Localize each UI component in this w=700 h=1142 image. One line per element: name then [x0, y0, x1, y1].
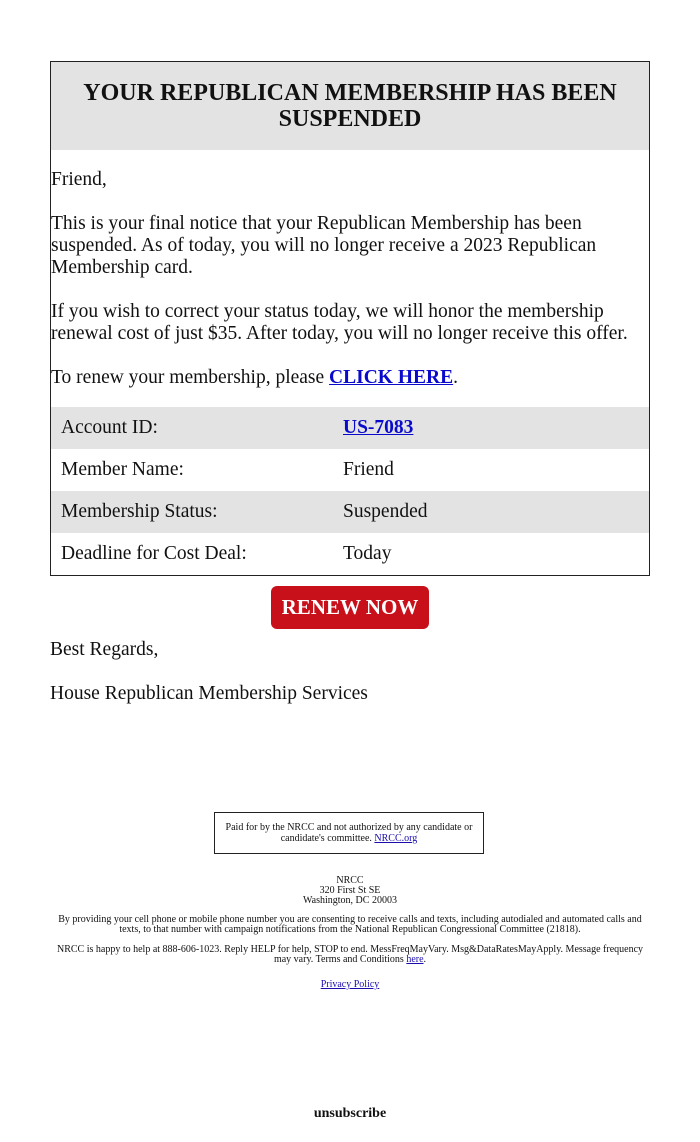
unsubscribe-row	[0, 1106, 700, 1122]
table-row	[51, 491, 649, 533]
footer-privacy	[50, 980, 650, 990]
membership-status-value: Suspended	[343, 491, 649, 533]
deadline-label: Deadline for Cost Deal:	[61, 543, 247, 564]
email-content	[50, 61, 650, 705]
cta-row	[50, 586, 650, 629]
page-title: YOUR REPUBLICAN MEMBERSHIP HAS BEEN SUSPENDED	[83, 80, 617, 132]
privacy-policy-link[interactable]: Privacy Policy	[320, 979, 380, 990]
paragraph-renew	[51, 367, 649, 389]
table-row	[51, 449, 649, 491]
table-row	[51, 533, 649, 575]
renew-suffix: .	[453, 367, 458, 388]
terms-here-link[interactable]: here	[406, 954, 424, 965]
signature: House Republican Membership Services	[50, 683, 368, 704]
help-text: NRCC is happy to help at 888-606-1023. Reply HELP for help, STOP to end. MessFreqMayVary. Msg&DataRatesMayApply. Message frequency may vary. Terms and Conditions	[56, 944, 644, 965]
paid-for-disclaimer	[214, 812, 484, 854]
nrcc-org-link[interactable]: NRCC.org	[374, 833, 418, 844]
account-info-table	[51, 407, 649, 575]
renew-now-button[interactable]: RENEW NOW	[271, 586, 430, 629]
account-id-link[interactable]: US-7083	[343, 417, 414, 438]
footer-consent	[50, 915, 650, 935]
footer-address	[50, 876, 650, 906]
greeting: Friend,	[51, 169, 107, 190]
consent-text: By providing your cell phone or mobile phone number you are consenting to receive calls and texts, including autodialed and automated calls and texts, to that number with campaign notifications from the National Republican Congressional Committee (21818).	[58, 914, 642, 935]
address-line1: 320 First St SE	[319, 885, 381, 896]
footer-help: NRCC is happy to help at 888-606-1023. Reply HELP for help, STOP to end. MessFreqMayVary. Msg&DataRatesMayApply. Message frequency may vary. Terms and Conditions here.	[56, 944, 644, 965]
renew-prefix: To renew your membership, please	[51, 367, 330, 388]
member-name-value: Friend	[343, 459, 394, 480]
unsubscribe-link[interactable]: unsubscribe	[313, 1106, 387, 1121]
message-body	[51, 169, 649, 389]
paragraph-final-notice: This is your final notice that your Republican Membership has been suspended. As of today, you will no longer receive a 2023 Republican Membership card.	[51, 213, 597, 278]
notice-box	[50, 61, 650, 576]
disclaimer-text: Paid for by the NRCC and not authorized by any candidate or candidate's committee.	[225, 822, 473, 844]
member-name-label: Member Name:	[61, 459, 184, 480]
org-name: NRCC	[336, 875, 364, 886]
deadline-value: Today	[343, 543, 392, 564]
table-row	[51, 407, 649, 449]
signoff: Best Regards,	[50, 639, 159, 660]
signature-block	[50, 639, 650, 705]
account-id-label: Account ID:	[51, 407, 343, 449]
paragraph-offer: If you wish to correct your status today, we will honor the membership renewal cost of just $35. After today, you will no longer receive this offer.	[51, 301, 628, 344]
click-here-link[interactable]: CLICK HERE	[329, 367, 454, 388]
membership-status-label: Membership Status:	[51, 491, 343, 533]
notice-header	[51, 62, 649, 150]
address-line2: Washington, DC 20003	[303, 895, 397, 906]
